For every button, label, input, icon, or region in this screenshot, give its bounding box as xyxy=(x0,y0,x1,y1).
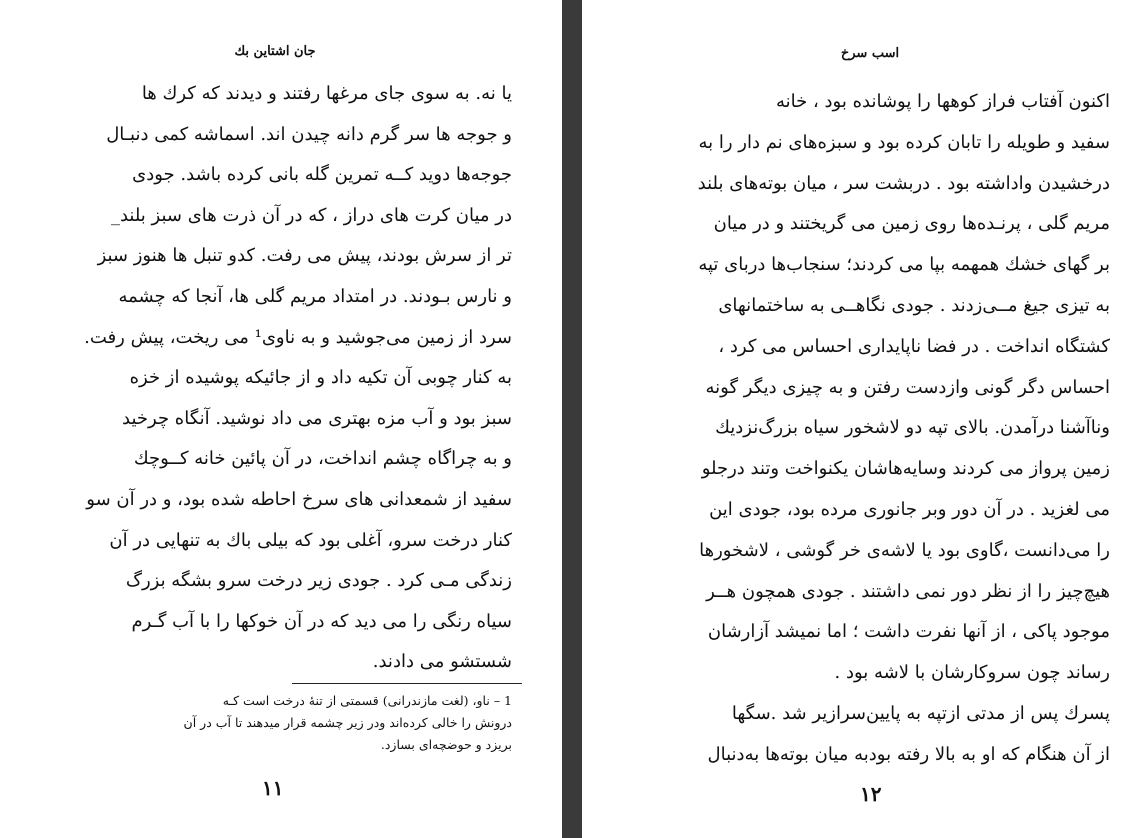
text-line: کشتگاه انداخت . در فضا ناپایداری احساس می کرد ، xyxy=(718,335,1110,357)
text-line: و جوجه ها سر گرم دانه چیدن اند. اسماشه کمی دنبـال xyxy=(106,123,512,145)
text-line: سیاه رنگی را می دید که در آن خوکها را با آب گـرم xyxy=(131,610,512,632)
text-line: وناآشنا درآمدن. بالای تپه دو لاشخور سیاه بزرگ‌نزدیك xyxy=(715,417,1110,439)
text-line: به کنار چوبی آن تکیه داد و از جائیکه پوشیده از خزه xyxy=(129,367,512,389)
text-line: رساند چون سروکارشان با لاشه بود . xyxy=(834,662,1110,684)
text-line: و نارس بـودند. در امتداد مریم گلی ها، آنجا که چشمه xyxy=(118,285,512,307)
text-line: سفید از شمعدانی های سرخ احاطه شده بود، و در آن سو xyxy=(86,488,512,510)
left-page-body xyxy=(52,74,512,683)
footnote-line: بریزد و حوضچه‌ای بسازد. xyxy=(380,737,512,752)
book-gutter xyxy=(562,0,582,838)
text-line: و به چراگاه چشم انداخت، در آن پائین خانه کــوچك xyxy=(133,448,512,470)
text-line: مریم گلی ، پرنـده‌ها روی زمین می گریختند و در میان xyxy=(713,213,1110,235)
text-line: پسرك پس از مدتی ازتپه به پایین‌سرازیر شد .سگها xyxy=(731,702,1110,724)
text-line: سرد از زمین می‌جوشید و به ناوی¹ می ریخت، پیش رفت. xyxy=(84,326,512,348)
footnote-line: درونش را خالی کرده‌اند ودر زیر چشمه قرار میدهند تا آب در آن xyxy=(183,715,512,730)
right-page xyxy=(582,0,1146,838)
text-line: از آن هنگام که او به بالا رفته بودبه میان بوته‌ها به‌دنبال xyxy=(707,743,1110,765)
right-page-body xyxy=(622,82,1110,776)
text-line: شستشو می دادند. xyxy=(372,651,512,673)
text-line: به تیزی جیغ مــی‌زدند . جودی نگاهــی به ساختمانهای xyxy=(718,294,1110,316)
text-line: یا نه. به سوی جای مرغها رفتند و دیدند که کرك ها xyxy=(141,83,512,104)
text-line: می لغزید . در آن دور وبر جانوری مرده بود، جودی این xyxy=(709,498,1110,520)
text-line: زندگی مـی کرد . جودی زیر درخت سرو بشگه بزرگ xyxy=(125,570,512,592)
text-line: در میان کرت های دراز ، که در آن ذرت های سبز بلند_ xyxy=(110,204,512,226)
text-line: بر گهای خشك همهمه بپا می کردند؛ سنجاب‌ها دربای تپه xyxy=(698,254,1110,276)
footnote-line: 1 – ناو، (لغت مازندرانی) قسمتی از تنهٔ درخت است کـه xyxy=(222,693,512,708)
text-line: زمین پرواز می کردند وسایه‌هاشان یکنواخت وتند درجلو xyxy=(701,458,1110,480)
text-line: را می‌دانست ،گاوی بود یا لاشه‌ی خر گوشی ، لاشخورها xyxy=(699,539,1110,561)
text-line: سفید و طویله را تابان کرده بود و سبزه‌های نم دار را به xyxy=(698,131,1110,153)
text-line: اکنون آفتاب فراز کوهها را پوشانده بود ، خانه xyxy=(776,91,1110,112)
footnote xyxy=(52,690,512,756)
text-line: هیچ‌چیز را از نظر دور نمی داشتند . جودی همچون هــر xyxy=(706,580,1110,602)
text-line: جوجه‌ها دوید کــه تمرین گله بانی کرده باشد. جودی xyxy=(132,164,512,186)
running-title-right: اسب سرخ xyxy=(840,46,900,61)
running-title-left: جان اشتاین بك xyxy=(234,44,316,59)
text-line: کنار درخت سرو، آغلی بود که بیلی باك به تنهایی در آن xyxy=(109,529,512,551)
left-page xyxy=(0,0,562,838)
footnote-divider xyxy=(292,683,522,684)
page-number-left: ۱۱ xyxy=(262,776,284,800)
text-line: درخشیدن واداشته بود . دربشت سر ، میان بوته‌های بلند xyxy=(697,172,1110,194)
text-line: احساس دگر گونی وازدست رفتن و به چیزی دیگر گونه xyxy=(705,376,1110,398)
text-line: سبز بود و آب مزه بهتری می داد نوشید. آنگاه چرخید xyxy=(122,407,512,429)
text-line: موجود پاکی ، از آنها نفرت داشت ؛ اما نمیشد آزارشان xyxy=(707,621,1110,643)
page-number-right: ۱۲ xyxy=(860,782,882,806)
text-line: تر از سرش بودند، پیش می رفت. کدو تنبل ها هنوز سبز xyxy=(97,245,512,267)
